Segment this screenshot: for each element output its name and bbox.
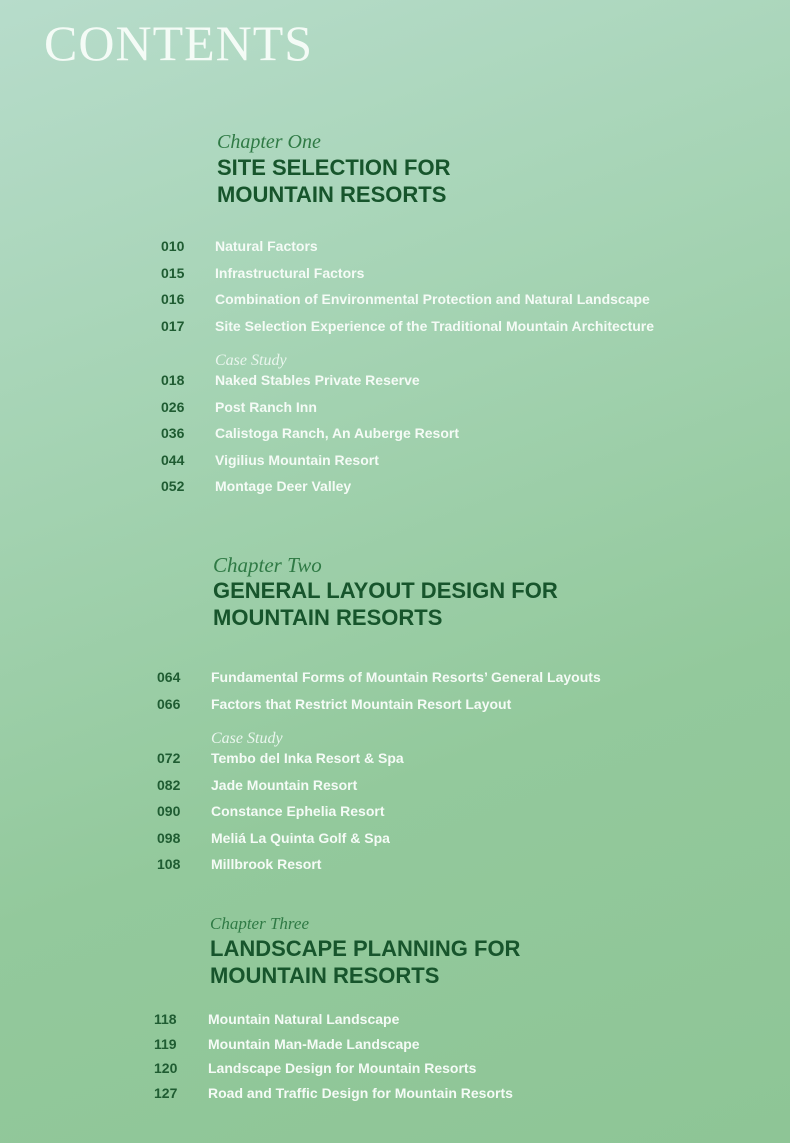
page-number: 127 <box>154 1084 178 1101</box>
case-study-entries <box>157 750 717 883</box>
toc-entries <box>154 1011 714 1109</box>
page-number: 098 <box>157 829 181 846</box>
chapter-two <box>157 553 717 883</box>
entry-title: Millbrook Resort <box>211 856 322 872</box>
entry-title: Factors that Restrict Mountain Resort Layout <box>211 695 512 712</box>
chapter-label: Chapter Two <box>213 553 322 577</box>
page-number: 016 <box>161 291 185 307</box>
page-number: 118 <box>154 1011 177 1027</box>
chapter-title-line: MOUNTAIN RESORTS <box>213 605 443 630</box>
page-number: 052 <box>161 478 185 494</box>
entry-title: Tembo del Inka Resort & Spa <box>211 750 404 766</box>
entry-title: Landscape Design for Mountain Resorts <box>208 1060 477 1076</box>
entry-title: Naked Stables Private Reserve <box>215 372 420 388</box>
toc-entry[interactable] <box>154 1085 714 1110</box>
case-study-label: Case Study <box>215 352 287 369</box>
case-study-label: Case Study <box>211 730 283 747</box>
chapter-title <box>210 935 630 989</box>
page-number: 010 <box>161 238 185 254</box>
chapter-title-line: GENERAL LAYOUT DESIGN FOR <box>213 578 558 603</box>
entry-title: Constance Ephelia Resort <box>211 803 385 819</box>
entry-title: Jade Mountain Resort <box>211 776 358 793</box>
entry-title: Road and Traffic Design for Mountain Resorts <box>208 1084 513 1101</box>
chapter-three <box>154 913 714 1109</box>
toc-entry[interactable] <box>161 318 721 345</box>
toc-entry[interactable] <box>157 777 717 804</box>
page-number: 082 <box>157 776 181 793</box>
page-number: 026 <box>161 398 185 415</box>
entry-title: Mountain Man-Made Landscape <box>208 1035 420 1052</box>
case-study-entries <box>161 372 721 505</box>
chapter-title-line: MOUNTAIN RESORTS <box>217 182 447 207</box>
toc-entry[interactable] <box>161 238 721 265</box>
toc-entry[interactable] <box>161 291 721 318</box>
toc-entries <box>161 238 721 344</box>
chapter-label: Chapter Three <box>210 914 310 933</box>
toc-entry[interactable] <box>157 803 717 830</box>
toc-entry[interactable] <box>157 830 717 857</box>
entry-title: Combination of Environmental Protection and Natural Landscape <box>215 291 650 307</box>
toc-entry[interactable] <box>157 856 717 883</box>
chapter-one <box>161 130 721 505</box>
page-number: 064 <box>157 669 181 685</box>
toc-entry[interactable] <box>161 372 721 399</box>
entry-title: Natural Factors <box>215 238 318 254</box>
page-title: CONTENTS <box>44 15 314 71</box>
entry-title: Infrastructural Factors <box>215 264 365 281</box>
page-number: 072 <box>157 750 181 766</box>
toc-entry[interactable] <box>161 452 721 479</box>
page-number: 036 <box>161 425 185 441</box>
entry-title: Calistoga Ranch, An Auberge Resort <box>215 425 460 441</box>
entry-title: Montage Deer Valley <box>215 478 352 494</box>
chapter-title-line: MOUNTAIN RESORTS <box>210 963 440 988</box>
chapter-label: Chapter One <box>217 131 321 153</box>
page-number: 044 <box>161 451 185 468</box>
page-number: 108 <box>157 856 181 872</box>
toc-entry[interactable] <box>154 1060 714 1085</box>
chapter-title-line: LANDSCAPE PLANNING FOR <box>210 936 521 961</box>
toc-entry[interactable] <box>161 478 721 505</box>
chapter-title <box>213 577 693 631</box>
toc-entry[interactable] <box>161 425 721 452</box>
page-number: 090 <box>157 803 181 819</box>
toc-entries <box>157 669 717 722</box>
toc-entry[interactable] <box>161 265 721 292</box>
page-number: 119 <box>154 1035 177 1052</box>
page-number: 017 <box>161 317 185 334</box>
page-number: 015 <box>161 264 185 281</box>
toc-entry[interactable] <box>154 1036 714 1061</box>
page-number: 120 <box>154 1060 178 1076</box>
toc-entry[interactable] <box>157 696 717 723</box>
entry-title: Vigilius Mountain Resort <box>215 451 379 468</box>
entry-title: Mountain Natural Landscape <box>208 1011 400 1027</box>
entry-title: Post Ranch Inn <box>215 398 317 415</box>
chapter-title <box>217 154 637 208</box>
page-number: 066 <box>157 695 181 712</box>
entry-title: Fundamental Forms of Mountain Resorts’ General Layouts <box>211 669 601 685</box>
toc-entry[interactable] <box>157 669 717 696</box>
toc-entry[interactable] <box>161 399 721 426</box>
chapter-title-line: SITE SELECTION FOR <box>217 155 451 180</box>
entry-title: Meliá La Quinta Golf & Spa <box>211 829 390 846</box>
page-number: 018 <box>161 372 185 388</box>
toc-entry[interactable] <box>154 1011 714 1036</box>
toc-entry[interactable] <box>157 750 717 777</box>
entry-title: Site Selection Experience of the Traditional Mountain Architecture <box>215 317 655 334</box>
